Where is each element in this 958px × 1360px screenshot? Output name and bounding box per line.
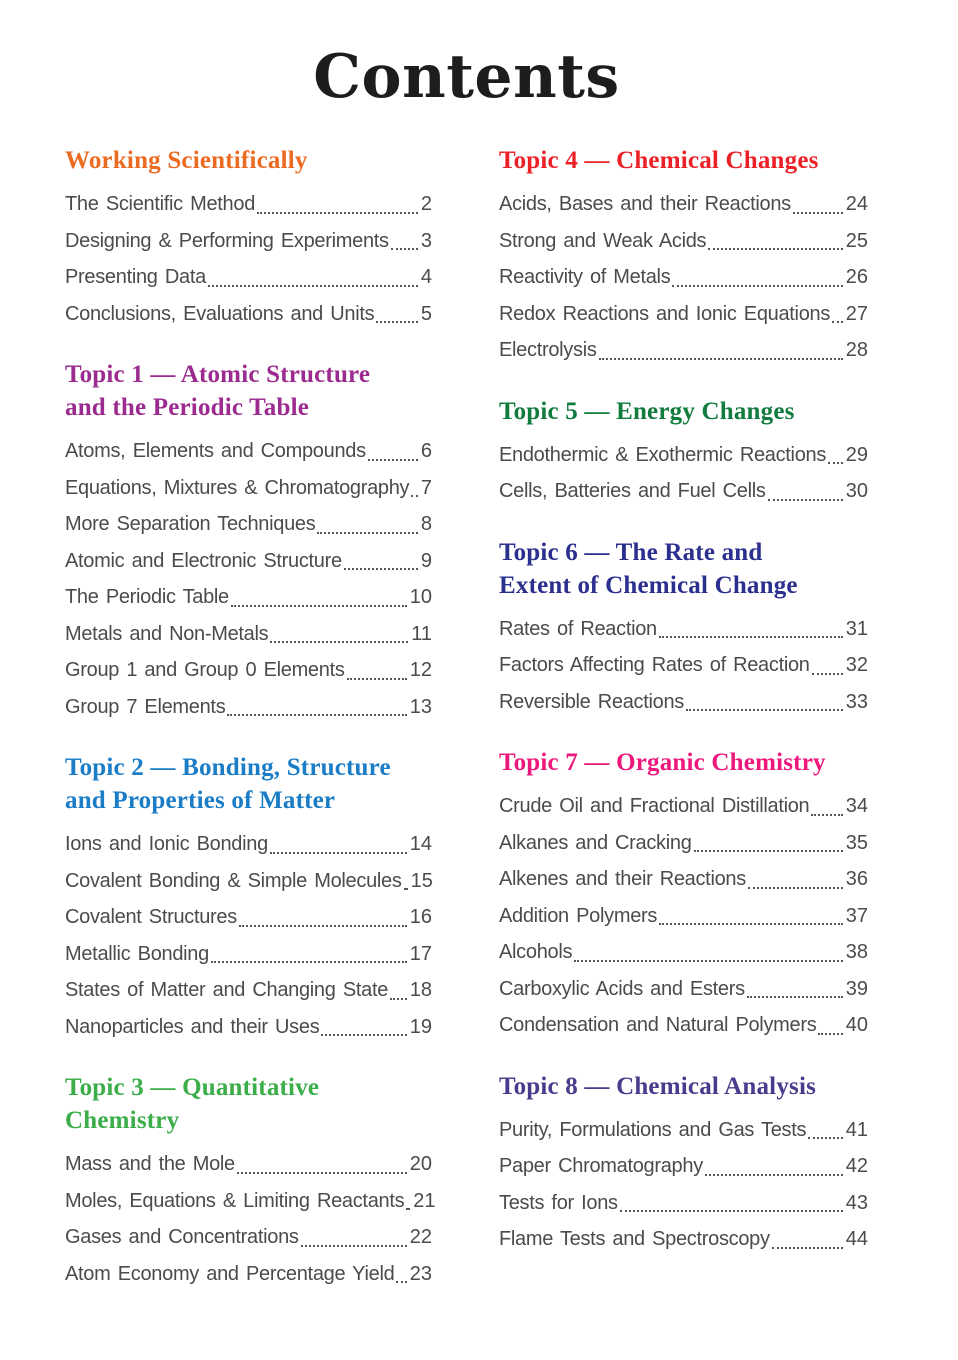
toc-entry xyxy=(499,934,868,971)
section-heading-line: Extent of Chemical Change xyxy=(499,571,798,599)
section-heading xyxy=(499,746,868,779)
dotted-leader xyxy=(257,212,418,214)
entry-label: Paper Chromatography xyxy=(499,1155,703,1177)
entry-label: More Separation Techniques xyxy=(65,513,316,535)
toc-entry xyxy=(499,971,868,1008)
toc-entry xyxy=(65,1256,432,1293)
entry-label: Ions and Ionic Bonding xyxy=(65,833,268,855)
entry-page-number: 38 xyxy=(845,941,868,963)
entry-page-number: 30 xyxy=(845,480,868,502)
toc-entry xyxy=(499,861,868,898)
entry-page-number: 3 xyxy=(420,229,432,252)
entry-page-number: 37 xyxy=(845,904,868,927)
dotted-leader xyxy=(411,495,418,497)
toc-entry xyxy=(499,825,868,862)
dotted-leader xyxy=(376,321,418,323)
toc-entry xyxy=(65,1219,432,1256)
toc-entry xyxy=(499,788,868,825)
entry-page-number: 36 xyxy=(845,868,868,890)
entry-label: Acids, Bases and their Reactions xyxy=(499,193,791,215)
entry-label: Atomic and Electronic Structure xyxy=(65,549,342,572)
entry-page-number: 11 xyxy=(411,622,432,645)
entry-page-number: 28 xyxy=(845,339,868,361)
section-heading xyxy=(65,144,432,177)
toc-entry xyxy=(65,936,432,973)
toc-entry xyxy=(499,437,868,474)
section-heading-line: Chemistry xyxy=(65,1107,180,1134)
entry-label: Purity, Formulations and Gas Tests xyxy=(499,1118,807,1141)
entry-page-number: 7 xyxy=(420,476,432,499)
section-heading xyxy=(499,1070,868,1103)
dotted-leader xyxy=(793,212,843,214)
dotted-leader xyxy=(808,1137,843,1139)
dotted-leader xyxy=(818,1033,842,1035)
entry-label: Flame Tests and Spectroscopy xyxy=(499,1228,770,1250)
toc-entry xyxy=(65,863,432,900)
toc-entries xyxy=(65,1146,436,1292)
entry-page-number: 32 xyxy=(845,654,868,676)
entry-page-number: 5 xyxy=(420,302,432,325)
entry-label: States of Matter and Changing State xyxy=(65,979,389,1001)
dotted-leader xyxy=(620,1210,843,1212)
entry-page-number: 16 xyxy=(409,906,432,928)
toc-entry xyxy=(499,1221,868,1258)
entry-page-number: 23 xyxy=(409,1262,432,1285)
entry-page-number: 6 xyxy=(420,440,432,462)
entry-label: Cells, Batteries and Fuel Cells xyxy=(499,480,766,502)
entry-page-number: 13 xyxy=(409,695,432,718)
toc-entry xyxy=(65,506,432,543)
toc-section-working-scientifically xyxy=(65,144,432,332)
dotted-leader xyxy=(406,1208,410,1210)
dotted-leader xyxy=(404,888,408,890)
toc-entry xyxy=(65,223,432,260)
dotted-leader xyxy=(211,961,407,963)
toc-entries xyxy=(65,826,432,1045)
entry-label: Metallic Bonding xyxy=(65,942,209,965)
dotted-leader xyxy=(772,1247,843,1249)
dotted-leader xyxy=(270,852,407,854)
entry-page-number: 12 xyxy=(409,659,432,681)
dotted-leader xyxy=(832,321,843,323)
toc-section-topic-3 xyxy=(65,1071,436,1292)
section-heading-line: Topic 3 — Quantitative xyxy=(65,1074,320,1101)
page-title: Contents xyxy=(313,42,620,112)
entry-label: Nanoparticles and their Uses xyxy=(65,1015,320,1038)
toc-column-left xyxy=(65,144,436,1318)
toc-entry xyxy=(65,1146,432,1183)
entry-label: The Periodic Table xyxy=(65,586,229,608)
dotted-leader xyxy=(344,568,418,570)
dotted-leader xyxy=(321,1034,406,1036)
section-heading xyxy=(499,536,868,602)
dotted-leader xyxy=(672,285,842,287)
toc-entry xyxy=(65,899,432,936)
dotted-leader xyxy=(659,636,843,638)
toc-entry xyxy=(65,259,432,296)
toc-entries xyxy=(499,437,868,510)
entry-page-number: 22 xyxy=(409,1226,432,1248)
entry-label: Condensation and Natural Polymers xyxy=(499,1014,817,1036)
entry-page-number: 25 xyxy=(845,229,868,252)
entry-label: Rates of Reaction xyxy=(499,617,657,640)
dotted-leader xyxy=(391,248,418,250)
entry-page-number: 20 xyxy=(409,1153,432,1175)
dotted-leader xyxy=(812,673,843,675)
section-heading-line: Topic 2 — Bonding, Structure xyxy=(65,754,391,781)
toc-entries xyxy=(65,433,432,725)
entry-label: Redox Reactions and Ionic Equations xyxy=(499,302,831,325)
toc-entry xyxy=(499,1112,868,1149)
toc-entry xyxy=(65,470,432,507)
entry-page-number: 44 xyxy=(845,1228,868,1250)
entry-label: Atom Economy and Percentage Yield xyxy=(65,1262,395,1285)
dotted-leader xyxy=(208,285,418,287)
entry-page-number: 21 xyxy=(413,1189,436,1212)
section-heading-line: and Properties of Matter xyxy=(65,787,336,814)
entry-page-number: 39 xyxy=(845,977,868,1000)
dotted-leader xyxy=(231,605,407,607)
toc-entries xyxy=(499,1112,868,1258)
toc-section-topic-4 xyxy=(499,144,868,369)
entry-page-number: 17 xyxy=(409,942,432,965)
toc-entries xyxy=(499,788,868,1044)
toc-section-topic-6 xyxy=(499,536,868,721)
section-heading xyxy=(65,751,432,817)
toc-entry xyxy=(65,826,432,863)
section-heading-line: and the Periodic Table xyxy=(65,394,310,421)
toc-entry xyxy=(65,1009,432,1046)
entry-page-number: 9 xyxy=(420,549,432,572)
entry-page-number: 24 xyxy=(845,193,868,215)
toc-entry xyxy=(499,1185,868,1222)
entry-page-number: 2 xyxy=(420,193,432,215)
dotted-leader xyxy=(574,960,843,962)
toc-section-topic-5 xyxy=(499,395,868,510)
toc-entry xyxy=(499,1148,868,1185)
dotted-leader xyxy=(270,641,408,643)
toc-entry xyxy=(499,611,868,648)
entry-label: Alkenes and their Reactions xyxy=(499,868,746,890)
dotted-leader xyxy=(768,499,843,501)
toc-entry xyxy=(499,223,868,260)
entry-page-number: 33 xyxy=(845,690,868,713)
entry-label: Reversible Reactions xyxy=(499,690,684,713)
entry-page-number: 26 xyxy=(845,266,868,288)
toc-entry xyxy=(499,332,868,369)
section-heading-line: Topic 1 — Atomic Structure xyxy=(65,361,371,388)
entry-page-number: 29 xyxy=(845,443,868,466)
toc-entry xyxy=(499,1007,868,1044)
entry-page-number: 14 xyxy=(409,833,432,855)
entry-label: Tests for Ions xyxy=(499,1191,618,1214)
dotted-leader xyxy=(239,925,407,927)
entry-page-number: 40 xyxy=(845,1014,868,1036)
dotted-leader xyxy=(705,1174,843,1176)
entry-label: Alkanes and Cracking xyxy=(499,831,692,854)
dotted-leader xyxy=(708,248,843,250)
toc-section-topic-8 xyxy=(499,1070,868,1258)
dotted-leader xyxy=(368,459,418,461)
dotted-leader xyxy=(396,1281,406,1283)
toc-entry xyxy=(499,296,868,333)
entry-page-number: 41 xyxy=(845,1118,868,1141)
dotted-leader xyxy=(390,998,407,1000)
dotted-leader xyxy=(237,1172,407,1174)
section-heading xyxy=(499,144,868,177)
toc-columns xyxy=(65,144,868,1318)
section-heading-line: Topic 7 — Organic Chemistry xyxy=(499,749,826,776)
entry-page-number: 15 xyxy=(410,869,433,892)
toc-entries xyxy=(65,186,432,332)
dotted-leader xyxy=(317,532,417,534)
toc-section-topic-7 xyxy=(499,746,868,1044)
toc-entry xyxy=(499,647,868,684)
dotted-leader xyxy=(659,923,843,925)
entry-page-number: 31 xyxy=(845,617,868,640)
section-heading-line: Topic 5 — Energy Changes xyxy=(499,397,795,425)
entry-page-number: 10 xyxy=(409,586,432,608)
entry-label: Covalent Structures xyxy=(65,906,237,928)
entry-label: Conclusions, Evaluations and Units xyxy=(65,302,375,325)
dotted-leader xyxy=(694,850,843,852)
entry-label: Strong and Weak Acids xyxy=(499,229,707,252)
section-heading-line: Topic 6 — The Rate and xyxy=(499,538,763,566)
entry-label: Factors Affecting Rates of Reaction xyxy=(499,654,810,676)
entry-page-number: 8 xyxy=(420,513,432,535)
entry-page-number: 34 xyxy=(845,795,868,817)
toc-entry xyxy=(65,186,432,223)
entry-label: Alcohols xyxy=(499,941,573,963)
entry-label: The Scientific Method xyxy=(65,193,256,215)
entry-page-number: 19 xyxy=(409,1015,432,1038)
dotted-leader xyxy=(828,462,843,464)
toc-entry xyxy=(65,433,432,470)
entry-page-number: 35 xyxy=(845,831,868,854)
toc-entry xyxy=(499,684,868,721)
dotted-leader xyxy=(747,996,843,998)
entry-page-number: 27 xyxy=(845,302,868,325)
dotted-leader xyxy=(227,714,406,716)
section-heading-line: Topic 8 — Chemical Analysis xyxy=(499,1072,817,1100)
toc-entry xyxy=(499,898,868,935)
toc-entry xyxy=(499,473,868,510)
toc-entries xyxy=(499,611,868,721)
toc-column-right xyxy=(499,144,868,1318)
dotted-leader xyxy=(347,678,407,680)
toc-entry xyxy=(499,186,868,223)
section-heading-line: Working Scientifically xyxy=(65,147,308,174)
entry-label: Group 1 and Group 0 Elements xyxy=(65,659,345,681)
entry-label: Gases and Concentrations xyxy=(65,1226,299,1248)
toc-section-topic-1 xyxy=(65,358,432,725)
entry-label: Equations, Mixtures & Chromatography xyxy=(65,476,410,499)
toc-entry xyxy=(499,259,868,296)
entry-label: Presenting Data xyxy=(65,266,206,288)
entry-label: Atoms, Elements and Compounds xyxy=(65,440,366,462)
entry-page-number: 4 xyxy=(420,266,432,288)
dotted-leader xyxy=(301,1245,407,1247)
toc-section-topic-2 xyxy=(65,751,432,1045)
toc-entry xyxy=(65,296,432,333)
section-heading xyxy=(499,395,868,428)
entry-label: Addition Polymers xyxy=(499,904,658,927)
toc-entry xyxy=(65,972,432,1009)
entry-page-number: 43 xyxy=(845,1191,868,1214)
dotted-leader xyxy=(748,887,843,889)
entry-label: Reactivity of Metals xyxy=(499,266,671,288)
toc-entry xyxy=(65,616,432,653)
entry-label: Group 7 Elements xyxy=(65,695,226,718)
entry-label: Designing & Performing Experiments xyxy=(65,229,389,252)
toc-entries xyxy=(499,186,868,369)
dotted-leader xyxy=(686,709,843,711)
entry-label: Carboxylic Acids and Esters xyxy=(499,977,745,1000)
entry-label: Covalent Bonding & Simple Molecules xyxy=(65,869,402,892)
entry-page-number: 42 xyxy=(845,1155,868,1177)
entry-label: Electrolysis xyxy=(499,339,597,361)
entry-page-number: 18 xyxy=(409,979,432,1001)
entry-label: Metals and Non-Metals xyxy=(65,622,269,645)
section-heading xyxy=(65,1071,432,1137)
toc-entry xyxy=(65,1183,436,1220)
entry-label: Crude Oil and Fractional Distillation xyxy=(499,795,810,817)
toc-entry xyxy=(65,543,432,580)
entry-label: Mass and the Mole xyxy=(65,1153,235,1175)
toc-entry xyxy=(65,689,432,726)
dotted-leader xyxy=(599,358,843,360)
entry-label: Endothermic & Exothermic Reactions xyxy=(499,443,827,466)
toc-entry xyxy=(65,652,432,689)
entry-label: Moles, Equations & Limiting Reactants xyxy=(65,1189,405,1212)
dotted-leader xyxy=(811,814,842,816)
toc-entry xyxy=(65,579,432,616)
section-heading xyxy=(65,358,432,424)
section-heading-line: Topic 4 — Chemical Changes xyxy=(499,147,819,174)
